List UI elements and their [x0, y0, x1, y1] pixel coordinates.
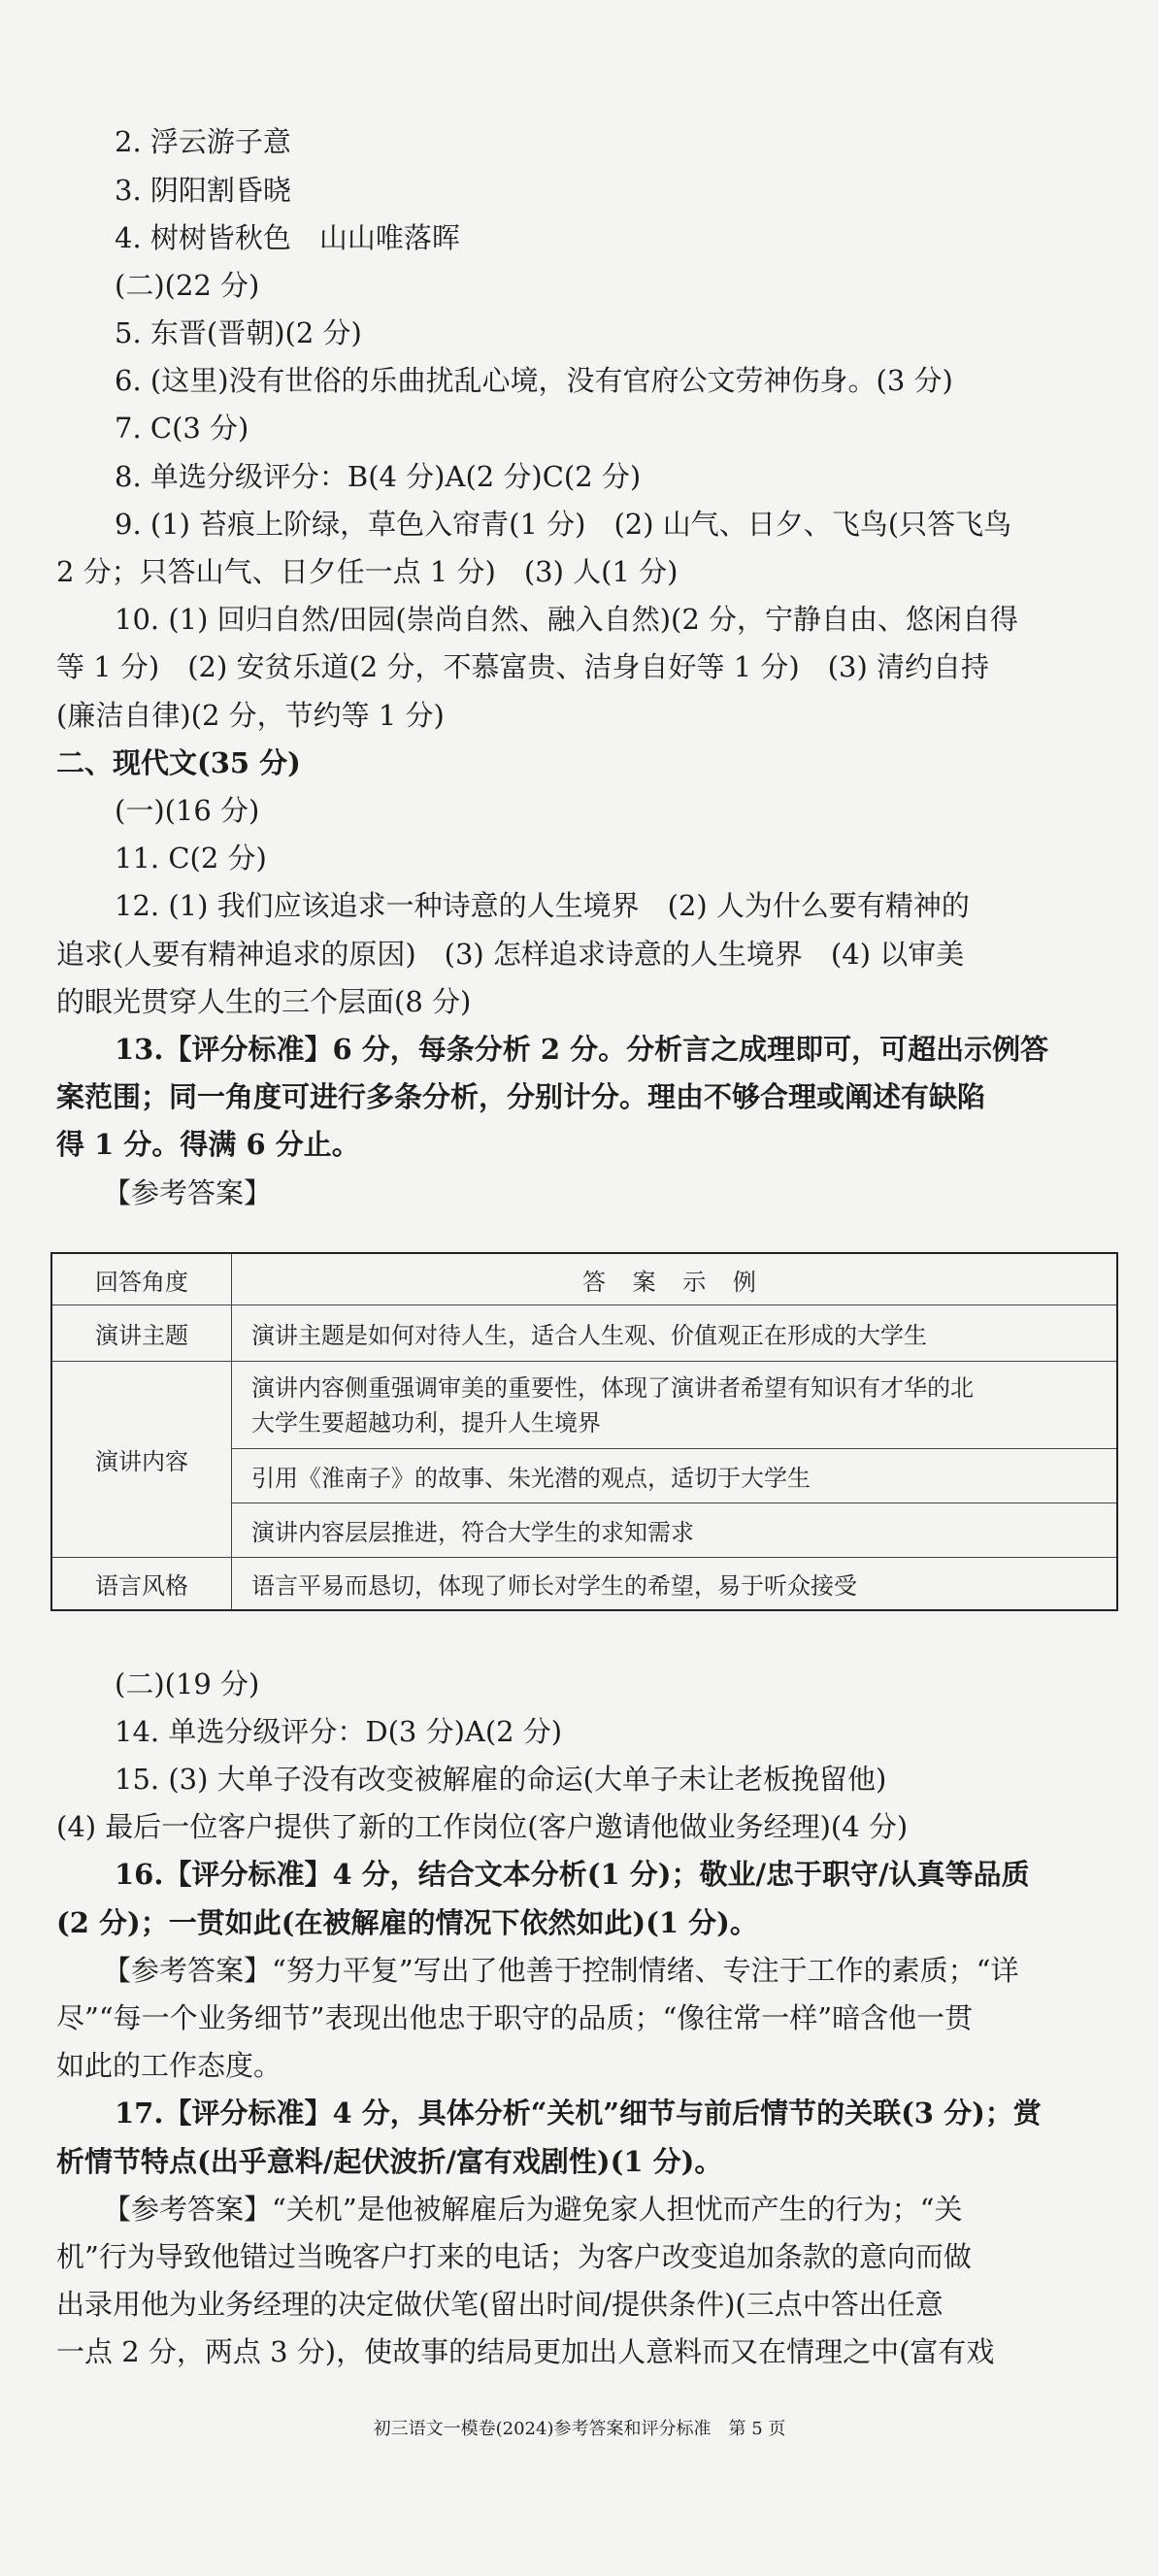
line-l37: 出录用他为业务经理的决定做伏笔(留出时间/提供条件)(三点中答出任意 — [56, 2288, 944, 2321]
line-l05: 5. 东晋(晋朝)(2 分) — [115, 316, 362, 349]
line-l12: 等 1 分) (2) 安贫乐道(2 分，不慕富贵、洁身自好等 1 分) (3) 清约自持 — [56, 650, 989, 683]
line-l25: 14. 单选分级评分：D(3 分)A(2 分) — [115, 1715, 563, 1748]
line-l07: 7. C(3 分) — [115, 412, 249, 445]
line-l03: 4. 树树皆秋色 山山唯落晖 — [115, 221, 460, 254]
table-cell-example: 演讲主题是如何对待人生，适合人生观、价值观正在形成的大学生 — [232, 1305, 1118, 1362]
line-l15: (一)(16 分) — [115, 794, 260, 827]
table-header-angle: 回答角度 — [51, 1253, 232, 1305]
line-l17: 12. (1) 我们应该追求一种诗意的人生境界 (2) 人为什么要有精神的 — [115, 889, 970, 922]
line-l24: (二)(19 分) — [115, 1668, 260, 1701]
table-cell-example: 语言平易而恳切，体现了师长对学生的希望，易于听众接受 — [232, 1558, 1118, 1610]
line-l34: 析情节特点(出乎意料/起伏波折/富有戏剧性)(1 分)。 — [56, 2145, 723, 2178]
line-l30: 【参考答案】“努力平复”写出了他善于控制情绪、专注于工作的素质；“详 — [103, 1954, 1019, 1987]
table-row — [51, 1305, 1117, 1362]
line-l20: 13.【评分标准】6 分，每条分析 2 分。分析言之成理即可，可超出示例答 — [115, 1033, 1049, 1066]
line-l06: 6. (这里)没有世俗的乐曲扰乱心境，没有官府公文劳神伤身。(3 分) — [115, 364, 953, 397]
line-l10: 2 分；只答山气、日夕任一点 1 分) (3) 人(1 分) — [56, 555, 679, 588]
table-cell-angle: 演讲主题 — [51, 1305, 232, 1362]
line-l27: (4) 最后一位客户提供了新的工作岗位(客户邀请他做业务经理)(4 分) — [56, 1810, 909, 1843]
line-l36: 机”行为导致他错过当晚客户打来的电话；为客户改变追加条款的意向而做 — [56, 2240, 972, 2273]
line-l26: 15. (3) 大单子没有改变被解雇的命运(大单子未让老板挽留他) — [115, 1763, 887, 1796]
table-header-example: 答 案 示 例 — [232, 1253, 1118, 1305]
line-l32: 如此的工作态度。 — [56, 2049, 282, 2082]
table-cell-line: 大学生要超越功利，提升人生境界 — [251, 1408, 601, 1437]
line-l35: 【参考答案】“关机”是他被解雇后为避免家人担忧而产生的行为；“关 — [103, 2193, 963, 2226]
line-l29: (2 分)；一贯如此(在被解雇的情况下依然如此)(1 分)。 — [56, 1906, 758, 1939]
line-l33: 17.【评分标准】4 分，具体分析“关机”细节与前后情节的关联(3 分)；赏 — [115, 2097, 1042, 2130]
table-cell-line: 演讲内容侧重强调审美的重要性，体现了演讲者希望有知识有才华的北 — [251, 1373, 974, 1402]
line-l16: 11. C(2 分) — [115, 842, 267, 875]
table-cell-example — [232, 1362, 1118, 1449]
line-l21: 案范围；同一角度可进行多条分析，分别计分。理由不够合理或阐述有缺陷 — [56, 1080, 986, 1113]
line-l08: 8. 单选分级评分：B(4 分)A(2 分)C(2 分) — [115, 460, 642, 493]
table-cell-angle: 语言风格 — [51, 1558, 232, 1610]
line-l02: 3. 阴阳割昏晓 — [115, 174, 291, 207]
table-row — [51, 1362, 1117, 1449]
line-l28: 16.【评分标准】4 分，结合文本分析(1 分)；敬业/忠于职守/认真等品质 — [115, 1858, 1030, 1891]
line-l01: 2. 浮云游子意 — [115, 125, 291, 158]
reference-answer-table — [50, 1252, 1118, 1611]
line-l13: (廉洁自律)(2 分，节约等 1 分) — [56, 699, 445, 732]
table-cell-example: 演讲内容层层推进，符合大学生的求知需求 — [232, 1503, 1118, 1558]
line-l23: 【参考答案】 — [103, 1176, 273, 1209]
table-cell-example: 引用《淮南子》的故事、朱光潜的观点，适切于大学生 — [232, 1449, 1118, 1503]
line-l22: 得 1 分。得满 6 分止。 — [56, 1128, 360, 1161]
line-l09: 9. (1) 苔痕上阶绿，草色入帘青(1 分) (2) 山气、日夕、飞鸟(只答飞鸟 — [115, 508, 1012, 541]
section-heading-modern: 二、现代文(35 分) — [56, 746, 301, 779]
table-header-row — [51, 1253, 1117, 1305]
line-l18: 追求(人要有精神追求的原因) (3) 怎样追求诗意的人生境界 (4) 以审美 — [56, 938, 965, 971]
line-l04: (二)(22 分) — [115, 269, 260, 302]
line-l31: 尽”“每一个业务细节”表现出他忠于职守的品质；“像往常一样”暗含他一贯 — [56, 2001, 974, 2034]
line-l19: 的眼光贯穿人生的三个层面(8 分) — [56, 985, 472, 1018]
line-l38: 一点 2 分，两点 3 分)，使故事的结局更加出人意料而又在情理之中(富有戏 — [56, 2335, 995, 2368]
table-cell-angle: 演讲内容 — [51, 1362, 232, 1558]
table-row — [51, 1558, 1117, 1610]
line-l11: 10. (1) 回归自然/田园(崇尚自然、融入自然)(2 分，宁静自由、悠闲自得 — [115, 603, 1019, 636]
page-footer: 初三语文一模卷(2024)参考答案和评分标准 第 5 页 — [373, 2419, 786, 2439]
